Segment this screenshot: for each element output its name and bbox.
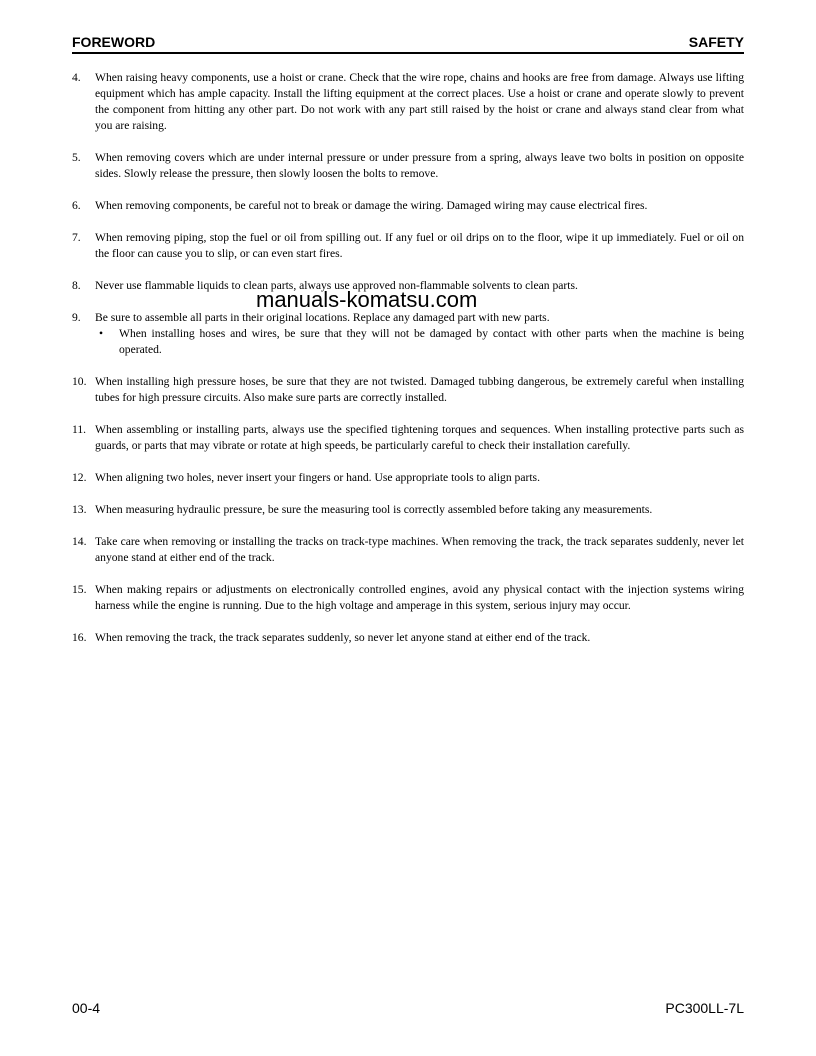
list-item-10	[72, 374, 744, 406]
item-number: 8.	[72, 279, 81, 292]
item-text: When removing components, be careful not to break or damage the wiring. Damaged wiring may cause electrical fires.	[95, 199, 648, 212]
list-item-4	[72, 70, 744, 134]
list-item-7	[72, 230, 744, 262]
item-text: When making repairs or adjustments on electronically controlled engines, avoid any physical contact with the injection systems wiring harness while the engine is running. Due to the high voltage and amperage in this system, serious injury may occur.	[95, 583, 744, 612]
list-item-5	[72, 150, 744, 182]
page-header	[72, 34, 744, 54]
safety-list	[72, 70, 744, 662]
item-number: 15.	[72, 583, 87, 596]
item-number: 6.	[72, 199, 81, 212]
item-number: 14.	[72, 535, 87, 548]
section-title: FOREWORD	[72, 34, 156, 50]
chapter-title: SAFETY	[688, 34, 744, 50]
item-number: 13.	[72, 503, 87, 516]
sub-bullet	[95, 326, 744, 358]
item-number: 11.	[72, 423, 87, 436]
item-text: When aligning two holes, never insert your fingers or hand. Use appropriate tools to align parts.	[95, 471, 540, 484]
item-number: 16.	[72, 631, 87, 644]
item-text: Be sure to assemble all parts in their original locations. Replace any damaged part with new parts.	[95, 311, 550, 324]
item-number: 7.	[72, 231, 81, 244]
item-number: 10.	[72, 375, 87, 388]
model-number: PC300LL-7L	[665, 1000, 744, 1016]
list-item-12	[72, 470, 744, 486]
list-item-11	[72, 422, 744, 454]
item-number: 12.	[72, 471, 87, 484]
item-text: When removing the track, the track separates suddenly, so never let anyone stand at either end of the track.	[95, 631, 591, 644]
item-text: When assembling or installing parts, always use the specified tightening torques and sequences. When installing protective parts such as guards, or parts that may vibrate or rotate at high speeds, be particularly careful to check their installation carefully.	[95, 423, 744, 452]
list-item-9	[72, 310, 744, 358]
list-item-16	[72, 630, 744, 646]
watermark: manuals-komatsu.com	[256, 287, 478, 312]
list-item-6	[72, 198, 744, 214]
item-text: When removing covers which are under internal pressure or under pressure from a spring, always leave two bolts in position on opposite sides. Slowly release the pressure, then slowly loosen the bolts to remove.	[95, 151, 744, 180]
item-text: When raising heavy components, use a hoist or crane. Check that the wire rope, chains and hooks are free from damage. Always use lifting equipment which has ample capacity. Install the lifting equipment at the correct places. Use a hoist or crane and operate slowly to prevent the component from hitting any other part. Do not work with any part still raised by the hoist or crane and always stand clear from what you are raising.	[95, 71, 744, 132]
page-number: 00-4	[72, 1000, 101, 1016]
list-item-13	[72, 502, 744, 518]
item-number: 4.	[72, 71, 81, 84]
item-text: Never use flammable liquids to clean parts, always use approved non-flammable solvents to clean parts.	[95, 279, 578, 292]
item-number: 5.	[72, 151, 81, 164]
bullet-text: When installing hoses and wires, be sure that they will not be damaged by contact with other parts when the machine is being operated.	[119, 327, 744, 356]
list-item-15	[72, 582, 744, 614]
item-text: When measuring hydraulic pressure, be sure the measuring tool is correctly assembled before taking any measurements.	[95, 503, 653, 516]
item-text: When installing high pressure hoses, be sure that they are not twisted. Damaged tubbing dangerous, be extremely careful when installing tubes for high pressure circuits. Also make sure parts are correctly installed.	[95, 375, 744, 404]
list-item-14	[72, 534, 744, 566]
bullet-icon: •	[99, 327, 104, 340]
item-text: Take care when removing or installing the tracks on track-type machines. When removing the track, the track separates suddenly, never let anyone stand at either end of the track.	[95, 535, 744, 564]
item-text: When removing piping, stop the fuel or oil from spilling out. If any fuel or oil drips on to the floor, wipe it up immediately. Fuel or oil on the floor can cause you to slip, or can even start fires.	[95, 231, 744, 260]
item-number: 9.	[72, 311, 81, 324]
